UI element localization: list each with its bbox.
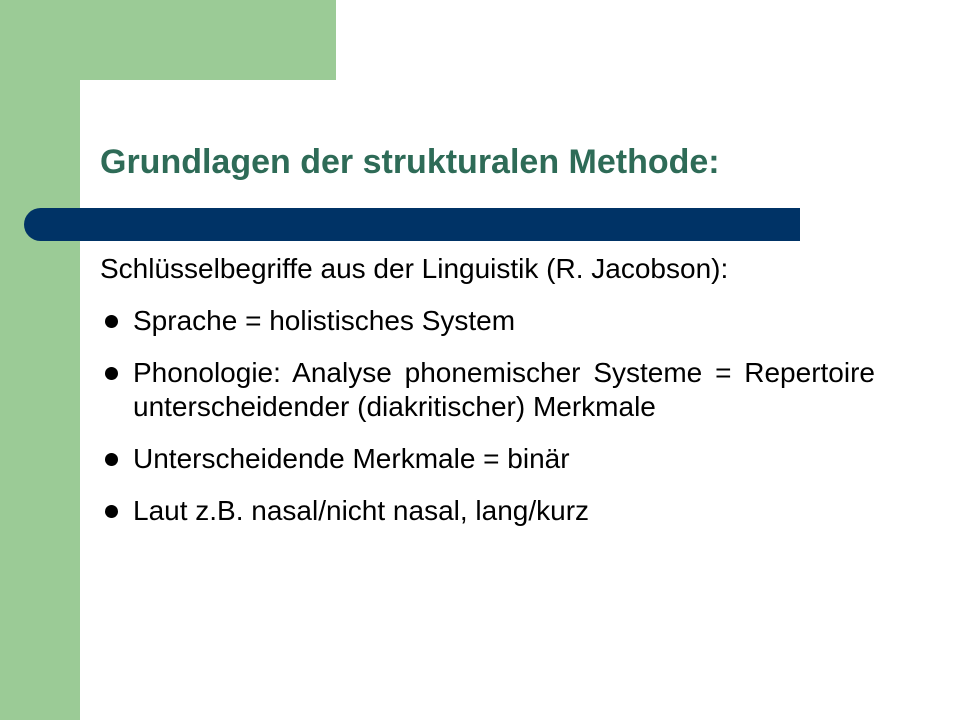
intro-text: Schlüsselbegriffe aus der Linguistik (R. Jacobson): [100,253,729,284]
bullet-text: Phonologie: Analyse phonemischer Systeme = Repertoire unterscheidender (diakritischer) Merkmale [133,357,875,422]
left-accent-bar [0,0,80,720]
slide-body [100,252,875,546]
slide-title: Grundlagen der strukturalen Methode: [100,143,720,181]
bullet-text: Sprache = holistisches System [133,305,516,336]
bullet-item [100,356,875,424]
bullet-dot-icon [105,453,118,466]
title-underline-bar [24,208,800,241]
bullet-list [100,304,875,528]
bullet-dot-icon [105,315,118,328]
bullet-dot-icon [105,367,118,380]
bullet-item [100,304,875,338]
bullet-text: Laut z.B. nasal/nicht nasal, lang/kurz [133,495,590,526]
bullet-item [100,494,875,528]
bullet-item [100,442,875,476]
bullet-text: Unterscheidende Merkmale = binär [133,443,570,474]
bullet-dot-icon [105,505,118,518]
top-accent-block [80,0,336,80]
